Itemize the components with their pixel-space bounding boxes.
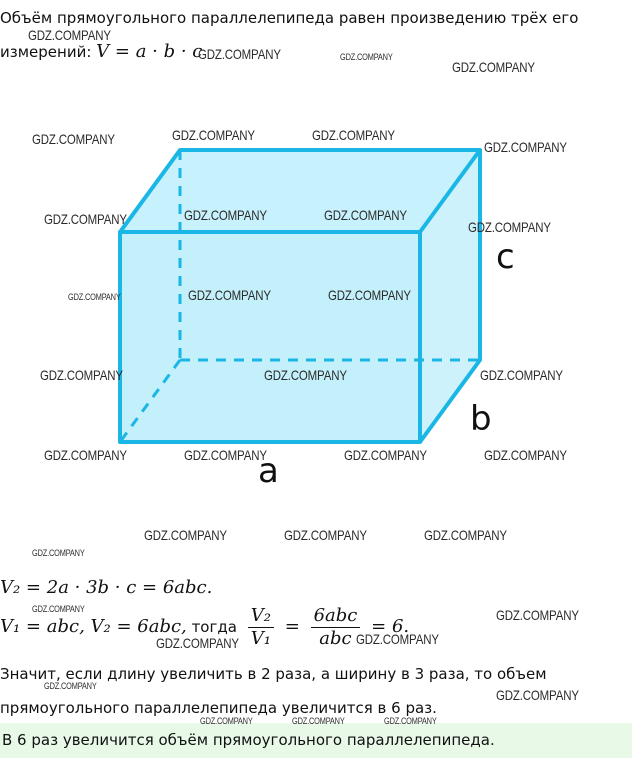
intro-line-1: Объём прямоугольного параллелепипеда равен произведению трёх его	[0, 9, 579, 27]
watermark: GDZ.COMPANY	[484, 139, 567, 155]
fraction-6abc-denominator: abc	[319, 628, 352, 649]
watermark: GDZ.COMPANY	[44, 211, 127, 227]
watermark: GDZ.COMPANY	[188, 287, 271, 303]
watermark: GDZ.COMPANY	[28, 27, 111, 43]
watermark: GDZ.COMPANY	[44, 447, 127, 463]
watermark: GDZ.COMPANY	[184, 207, 267, 223]
watermark: GDZ.COMPANY	[68, 292, 121, 302]
answer-text: В 6 раз увеличится объём прямоугольного параллелепипеда.	[2, 731, 495, 749]
watermark: GDZ.COMPANY	[184, 447, 267, 463]
watermark: GDZ.COMPANY	[496, 687, 579, 703]
conclusion-line-2: прямоугольного параллелепипеда увеличится в 6 раз.	[0, 699, 437, 717]
watermark: GDZ.COMPANY	[344, 447, 427, 463]
watermark: GDZ.COMPANY	[496, 607, 579, 623]
watermark: GDZ.COMPANY	[424, 527, 507, 543]
fraction-6abc-abc	[311, 605, 361, 650]
watermark: GDZ.COMPANY	[32, 604, 85, 614]
solution-line-2-end: = 6.	[371, 616, 410, 637]
top-face	[120, 150, 480, 232]
solution-line-1: V₂ = 2a · 3b · c = 6abc.	[0, 577, 213, 598]
watermark: GDZ.COMPANY	[44, 681, 97, 691]
watermark: GDZ.COMPANY	[480, 367, 563, 383]
watermark: GDZ.COMPANY	[284, 527, 367, 543]
fraction-v2-v1-numerator: V₂	[248, 605, 274, 628]
fraction-v2-v1-denominator: V₁	[250, 628, 271, 649]
watermark: GDZ.COMPANY	[340, 52, 393, 62]
watermark: GDZ.COMPANY	[200, 716, 253, 726]
watermark: GDZ.COMPANY	[312, 127, 395, 143]
intro-line-2-text: измерений:	[0, 43, 92, 61]
conclusion-line-1: Значит, если длину увеличить в 2 раза, а ширину в 3 раза, то объем	[0, 665, 547, 683]
watermark: GDZ.COMPANY	[172, 127, 255, 143]
answer-banner	[0, 723, 632, 758]
watermark: GDZ.COMPANY	[384, 716, 437, 726]
solution-line-2-left: V₁ = abc, V₂ = 6abc,	[0, 616, 187, 637]
watermark: GDZ.COMPANY	[328, 287, 411, 303]
watermark: GDZ.COMPANY	[468, 219, 551, 235]
watermark: GDZ.COMPANY	[356, 631, 439, 647]
label-c: c	[496, 237, 515, 277]
watermark: GDZ.COMPANY	[198, 46, 281, 62]
watermark: GDZ.COMPANY	[292, 716, 345, 726]
watermark: GDZ.COMPANY	[484, 447, 567, 463]
watermark: GDZ.COMPANY	[264, 367, 347, 383]
watermark: GDZ.COMPANY	[32, 131, 115, 147]
watermark: GDZ.COMPANY	[144, 527, 227, 543]
front-face	[120, 232, 420, 442]
watermark: GDZ.COMPANY	[324, 207, 407, 223]
fraction-v2-v1	[248, 605, 274, 650]
watermark: GDZ.COMPANY	[156, 635, 239, 651]
volume-formula: V = a · b · c	[96, 41, 203, 62]
fraction-6abc-numerator: 6abc	[311, 605, 361, 628]
watermark: GDZ.COMPANY	[452, 59, 535, 75]
equals-sign: =	[284, 616, 300, 637]
solution-word-then: тогда	[191, 618, 237, 636]
watermark: GDZ.COMPANY	[32, 548, 85, 558]
label-a: a	[258, 451, 279, 491]
watermark: GDZ.COMPANY	[40, 367, 123, 383]
label-b: b	[470, 399, 492, 439]
